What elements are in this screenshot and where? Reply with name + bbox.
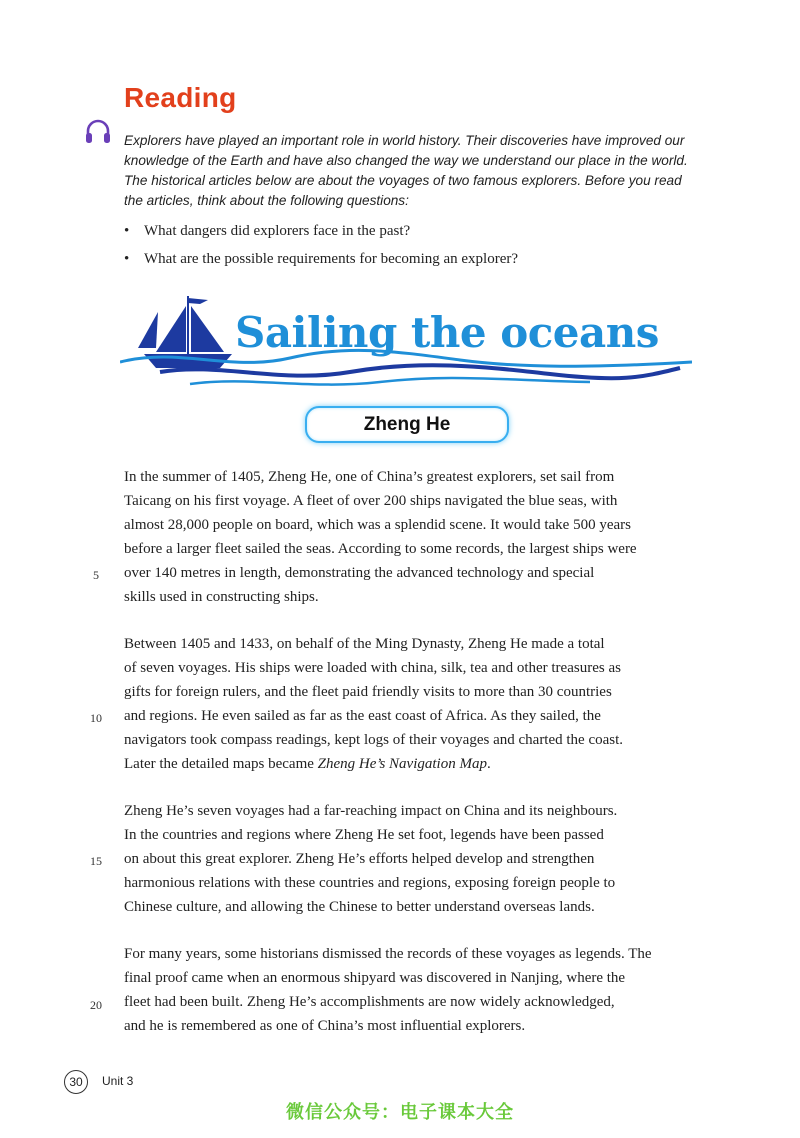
text-line: almost 28,000 people on board, which was a splendid scene. It would take 500 years bbox=[124, 517, 631, 533]
text-line: and regions. He even sailed as far as the east coast of Africa. As they sailed, the bbox=[124, 708, 601, 724]
question-item: • What are the possible requirements for becoming an explorer? bbox=[124, 245, 704, 273]
banner-title: Sailing the oceans bbox=[235, 308, 659, 357]
text-line: final proof came when an enormous shipyard was discovered in Nanjing, where the bbox=[124, 970, 626, 986]
text-line: gifts for foreign rulers, and the fleet paid friendly visits to more than 30 countries bbox=[124, 684, 612, 700]
question-list bbox=[124, 217, 704, 273]
text-line: Zheng He’s seven voyages had a far-reaching impact on China and its neighbours. bbox=[124, 803, 618, 819]
text-line: harmonious relations with these countries and regions, exposing foreign people to bbox=[124, 875, 616, 891]
text-line: before a larger fleet sailed the seas. According to some records, the largest ships were bbox=[124, 541, 637, 557]
headphones-icon[interactable] bbox=[84, 118, 112, 146]
paragraph-4 bbox=[124, 942, 692, 1038]
text-line: and he is remembered as one of China’s most influential explorers. bbox=[124, 1018, 526, 1034]
paragraph-3 bbox=[124, 799, 692, 919]
text-line: In the summer of 1405, Zheng He, one of China’s greatest explorers, set sail from bbox=[124, 469, 615, 485]
question-item: • What dangers did explorers face in the past? bbox=[124, 217, 704, 245]
page-number: 30 bbox=[64, 1070, 88, 1094]
text-line: fleet had been built. Zheng He’s accomplishments are now widely acknowledged, bbox=[124, 994, 615, 1010]
text-line: of seven voyages. His ships were loaded with china, silk, tea and other treasures as bbox=[124, 660, 621, 676]
article-title: Zheng He bbox=[363, 413, 451, 435]
line-number: 10 bbox=[90, 711, 102, 725]
unit-label: Unit 3 bbox=[102, 1074, 134, 1088]
text-line: In the countries and regions where Zheng He set foot, legends have been passed bbox=[124, 827, 604, 843]
section-heading: Reading bbox=[124, 82, 237, 113]
paragraph-1 bbox=[124, 465, 692, 609]
line-number: 20 bbox=[90, 998, 102, 1012]
text-line: Between 1405 and 1433, on behalf of the Ming Dynasty, Zheng He made a total bbox=[124, 636, 605, 652]
text-line: Taicang on his first voyage. A fleet of over 200 ships navigated the blue seas, with bbox=[124, 493, 618, 509]
watermark: 微信公众号：电子课本大全 bbox=[286, 1102, 514, 1123]
text-line: skills used in constructing ships. bbox=[124, 589, 319, 605]
text-line: over 140 metres in length, demonstrating the advanced technology and special bbox=[124, 565, 595, 581]
intro-text: Explorers have played an important role in world history. Their discoveries have improved our knowledge of the Earth and have also changed the way we understand our place in the world. The historical articles below are about the voyages of two famous explorers. Before you read the articles, think about the following questions: bbox=[124, 133, 688, 208]
paragraph-2 bbox=[124, 632, 692, 776]
text-line: For many years, some historians dismissed the records of these voyages as legends. The bbox=[124, 946, 652, 962]
text-line: Chinese culture, and allowing the Chinese to better understand overseas lands. bbox=[124, 899, 595, 915]
line-number: 5 bbox=[93, 568, 99, 582]
text-line: Later the detailed maps became Zheng He’s Navigation Map. bbox=[124, 756, 491, 772]
text-line: navigators took compass readings, kept logs of their voyages and charted the coast. bbox=[124, 732, 624, 748]
text-line: on about this great explorer. Zheng He’s efforts helped develop and strengthen bbox=[124, 851, 595, 867]
map-title: Zheng He’s Navigation Map bbox=[317, 756, 487, 772]
article-title-box bbox=[305, 406, 509, 443]
line-number: 15 bbox=[90, 854, 102, 868]
